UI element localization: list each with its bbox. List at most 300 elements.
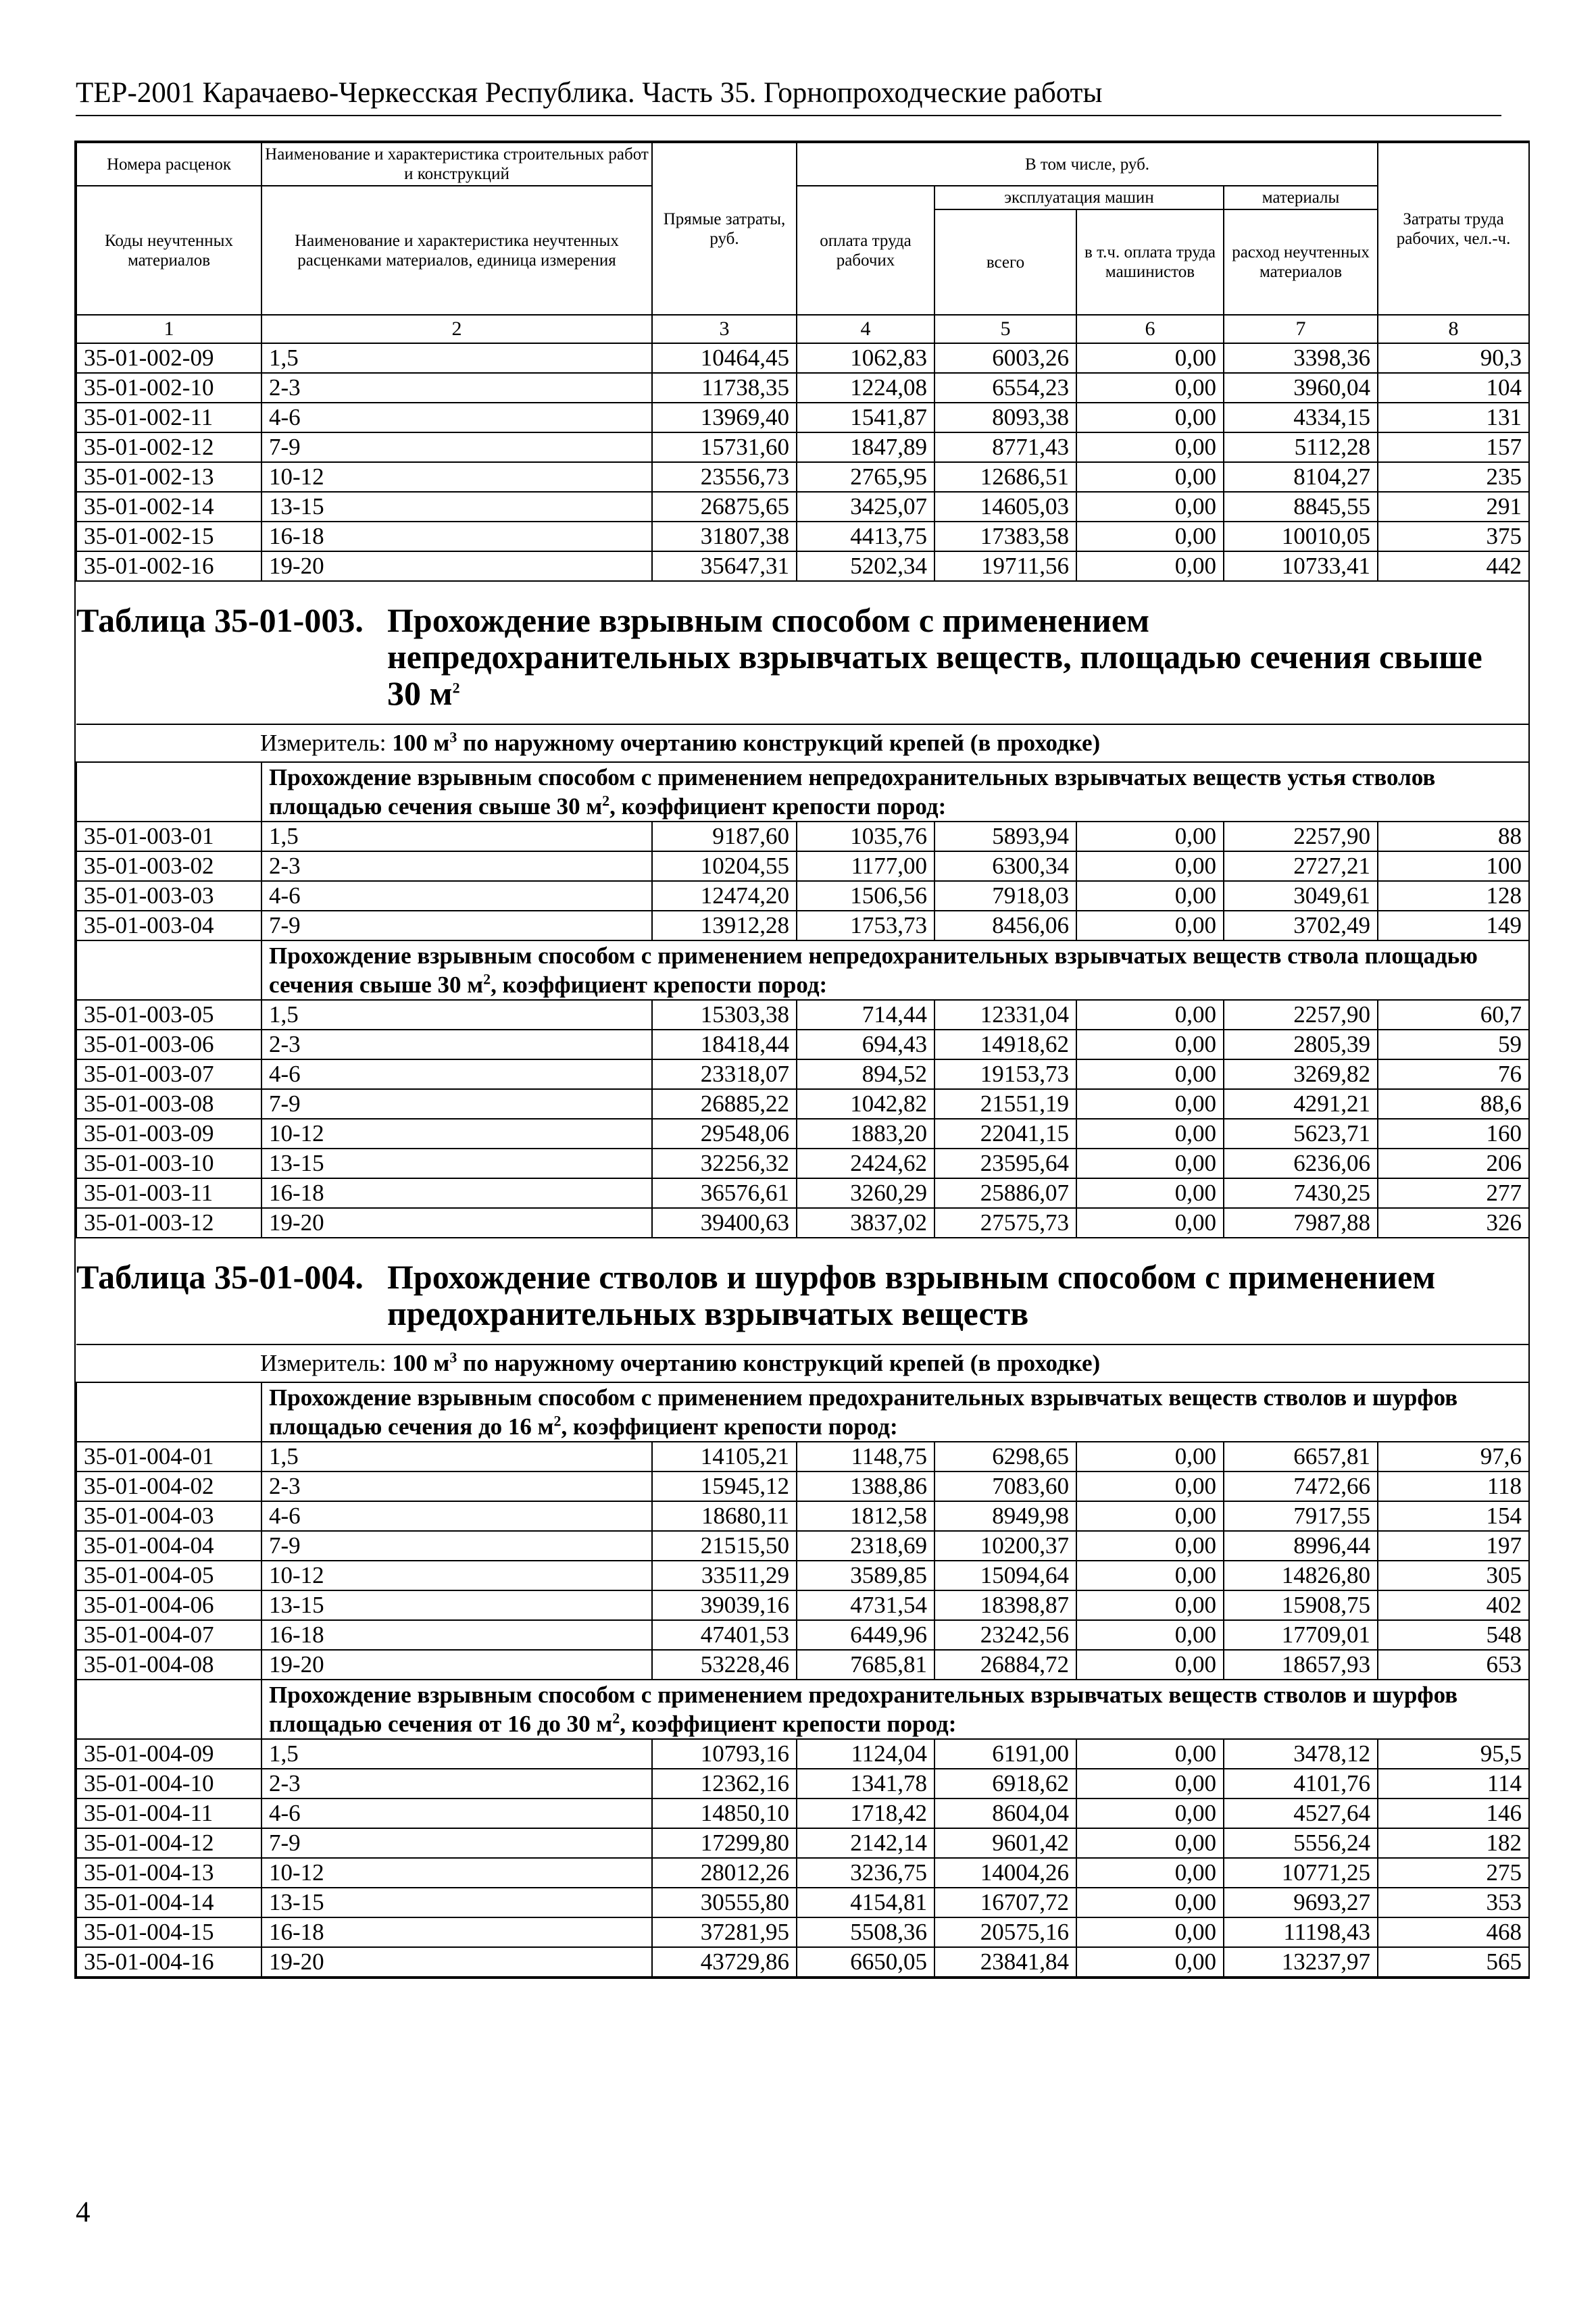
table-cell: 43729,86 <box>652 1947 797 1977</box>
table-cell: 1812,58 <box>797 1501 934 1531</box>
table-cell: 31807,38 <box>652 522 797 551</box>
table-row <box>76 822 1529 851</box>
rate-code-cell: 35-01-004-14 <box>76 1888 261 1917</box>
rate-code-cell: 35-01-004-12 <box>76 1828 261 1858</box>
table-cell: 0,00 <box>1076 373 1224 403</box>
table-cell: 30555,80 <box>652 1888 797 1917</box>
column-index-row <box>76 315 1529 343</box>
table-cell: 3702,49 <box>1224 911 1378 940</box>
table-cell: 19-20 <box>261 1947 652 1977</box>
col-index: 8 <box>1378 315 1529 343</box>
table-cell: 23318,07 <box>652 1059 797 1089</box>
col-header-materials-usage: расход неучтенных материалов <box>1224 209 1378 315</box>
table-cell: 15731,60 <box>652 432 797 462</box>
table-cell: 131 <box>1378 403 1529 432</box>
table-cell: 1388,86 <box>797 1472 934 1501</box>
table-cell: 26875,65 <box>652 492 797 522</box>
table-cell: 19153,73 <box>934 1059 1076 1089</box>
table-cell: 154 <box>1378 1501 1529 1531</box>
page-header: ТЕР-2001 Карачаево-Черкесская Республика. Часть 35. Горнопроходческие работы <box>76 76 1501 116</box>
table-cell: 157 <box>1378 432 1529 462</box>
table-row <box>76 1828 1529 1858</box>
table-cell: 3398,36 <box>1224 343 1378 373</box>
table-row <box>76 1059 1529 1089</box>
table-cell: 0,00 <box>1076 1739 1224 1769</box>
table-004-group-1-heading: Прохождение взрывным способом с применением предохранительных взрывчатых веществ стволов и шурфов площадью сечения до 16 $м^2$, коэффициент крепости пород: <box>261 1382 1529 1442</box>
table-cell: 7-9 <box>261 1828 652 1858</box>
col-header-machines: эксплуатация машин <box>934 186 1224 209</box>
rate-code-cell: 35-01-003-01 <box>76 822 261 851</box>
table-cell: 0,00 <box>1076 1769 1224 1799</box>
table-row <box>76 343 1529 373</box>
table-cell: 149 <box>1378 911 1529 940</box>
table-cell: 1042,82 <box>797 1089 934 1119</box>
table-cell: 3269,82 <box>1224 1059 1378 1089</box>
table-cell: 114 <box>1378 1769 1529 1799</box>
table-cell: 4-6 <box>261 881 652 911</box>
table-cell: 4527,64 <box>1224 1799 1378 1828</box>
rate-code-cell: 35-01-003-04 <box>76 911 261 940</box>
table-cell: 5202,34 <box>797 551 934 581</box>
table-cell: 10771,25 <box>1224 1858 1378 1888</box>
table-cell: 88 <box>1378 822 1529 851</box>
table-cell: 0,00 <box>1076 432 1224 462</box>
table-cell: 7-9 <box>261 911 652 940</box>
table-row <box>76 1590 1529 1620</box>
table-cell: 128 <box>1378 881 1529 911</box>
table-cell: 3589,85 <box>797 1561 934 1590</box>
rate-code-cell: 35-01-002-10 <box>76 373 261 403</box>
table-cell: 39039,16 <box>652 1590 797 1620</box>
table-cell: 13237,97 <box>1224 1947 1378 1977</box>
rate-code-cell: 35-01-003-03 <box>76 881 261 911</box>
table-cell: 206 <box>1378 1149 1529 1178</box>
table-row <box>76 1501 1529 1531</box>
table-cell: 3260,29 <box>797 1178 934 1208</box>
table-cell: 7430,25 <box>1224 1178 1378 1208</box>
table-cell: 277 <box>1378 1178 1529 1208</box>
table-cell: 0,00 <box>1076 1799 1224 1828</box>
table-cell: 2-3 <box>261 1769 652 1799</box>
table-cell: 0,00 <box>1076 1472 1224 1501</box>
table-cell: 12362,16 <box>652 1769 797 1799</box>
table-cell: 4334,15 <box>1224 403 1378 432</box>
table-cell: 160 <box>1378 1119 1529 1149</box>
table-003-number: Таблица 35-01-003. <box>76 601 364 639</box>
table-cell: 15945,12 <box>652 1472 797 1501</box>
table-cell: 275 <box>1378 1858 1529 1888</box>
table-cell: 10-12 <box>261 1119 652 1149</box>
table-cell: 17709,01 <box>1224 1620 1378 1650</box>
table-cell: 0,00 <box>1076 1590 1224 1620</box>
table-cell: 2318,69 <box>797 1531 934 1561</box>
table-row <box>76 403 1529 432</box>
table-cell: 7-9 <box>261 432 652 462</box>
table-cell: 25886,07 <box>934 1178 1076 1208</box>
table-cell: 1341,78 <box>797 1769 934 1799</box>
table-row <box>76 492 1529 522</box>
table-row <box>76 551 1529 581</box>
col-header-direct-costs: Прямые затраты, руб. <box>652 143 797 315</box>
table-cell: 235 <box>1378 462 1529 492</box>
table-cell: 19-20 <box>261 1208 652 1238</box>
table-cell: 10733,41 <box>1224 551 1378 581</box>
table-cell: 3960,04 <box>1224 373 1378 403</box>
table-cell: 14105,21 <box>652 1442 797 1472</box>
table-cell: 1847,89 <box>797 432 934 462</box>
table-cell: 291 <box>1378 492 1529 522</box>
table-cell: 6298,65 <box>934 1442 1076 1472</box>
table-cell: 0,00 <box>1076 1442 1224 1472</box>
table-cell: 653 <box>1378 1650 1529 1680</box>
rate-code-cell: 35-01-004-15 <box>76 1917 261 1947</box>
table-cell: 3478,12 <box>1224 1739 1378 1769</box>
table-004-group-1-rows <box>76 1442 1529 1680</box>
table-cell: 0,00 <box>1076 462 1224 492</box>
rate-code-cell: 35-01-002-14 <box>76 492 261 522</box>
table-cell: 36576,61 <box>652 1178 797 1208</box>
table-cell: 442 <box>1378 551 1529 581</box>
rate-code-cell: 35-01-004-09 <box>76 1739 261 1769</box>
table-cell: 16-18 <box>261 1917 652 1947</box>
col-header-materials: материалы <box>1224 186 1378 209</box>
table-row <box>76 911 1529 940</box>
rate-code-cell: 35-01-002-16 <box>76 551 261 581</box>
table-cell: 8996,44 <box>1224 1531 1378 1561</box>
table-row <box>76 1178 1529 1208</box>
table-cell: 53228,46 <box>652 1650 797 1680</box>
table-cell: 32256,32 <box>652 1149 797 1178</box>
table-cell: 21515,50 <box>652 1531 797 1561</box>
rates-table-frame <box>74 141 1530 1979</box>
table-cell: 6650,05 <box>797 1947 934 1977</box>
table-cell: 326 <box>1378 1208 1529 1238</box>
table-cell: 1753,73 <box>797 911 934 940</box>
table-cell: 0,00 <box>1076 343 1224 373</box>
table-row <box>76 1561 1529 1590</box>
rate-code-cell: 35-01-003-05 <box>76 1000 261 1030</box>
table-cell: 18657,93 <box>1224 1650 1378 1680</box>
table-row <box>76 1947 1529 1977</box>
table-row <box>76 462 1529 492</box>
table-cell: 11198,43 <box>1224 1917 1378 1947</box>
table-cell: 15094,64 <box>934 1561 1076 1590</box>
table-cell: 1124,04 <box>797 1739 934 1769</box>
table-cell: 182 <box>1378 1828 1529 1858</box>
table-cell: 2-3 <box>261 1472 652 1501</box>
col-index: 2 <box>261 315 652 343</box>
rate-code-cell: 35-01-004-03 <box>76 1501 261 1531</box>
table-cell: 6554,23 <box>934 373 1076 403</box>
table-cell: 23242,56 <box>934 1620 1076 1650</box>
table-row <box>76 1472 1529 1501</box>
table-004-title <box>76 1238 1529 1344</box>
table-cell: 88,6 <box>1378 1089 1529 1119</box>
table-cell: 8845,55 <box>1224 492 1378 522</box>
table-cell: 76 <box>1378 1059 1529 1089</box>
table-cell: 59 <box>1378 1030 1529 1059</box>
table-002-rows <box>76 343 1529 581</box>
table-cell: 10793,16 <box>652 1739 797 1769</box>
table-cell: 468 <box>1378 1917 1529 1947</box>
table-cell: 8949,98 <box>934 1501 1076 1531</box>
table-cell: 2727,21 <box>1224 851 1378 881</box>
table-cell: 15908,75 <box>1224 1590 1378 1620</box>
table-cell: 11738,35 <box>652 373 797 403</box>
table-cell: 0,00 <box>1076 1531 1224 1561</box>
table-cell: 1,5 <box>261 1442 652 1472</box>
table-cell: 6449,96 <box>797 1620 934 1650</box>
table-cell: 9601,42 <box>934 1828 1076 1858</box>
table-cell: 2-3 <box>261 851 652 881</box>
table-cell: 1177,00 <box>797 851 934 881</box>
table-row <box>76 881 1529 911</box>
table-cell: 4-6 <box>261 1501 652 1531</box>
table-cell: 0,00 <box>1076 1089 1224 1119</box>
rate-code-cell: 35-01-002-15 <box>76 522 261 551</box>
table-004-group-2-rows <box>76 1739 1529 1977</box>
col-index: 3 <box>652 315 797 343</box>
table-row <box>76 373 1529 403</box>
table-row <box>76 1799 1529 1828</box>
col-index: 6 <box>1076 315 1224 343</box>
table-cell: 13969,40 <box>652 403 797 432</box>
table-cell: 0,00 <box>1076 551 1224 581</box>
table-cell: 0,00 <box>1076 911 1224 940</box>
table-cell: 0,00 <box>1076 1119 1224 1149</box>
table-cell: 14826,80 <box>1224 1561 1378 1590</box>
table-cell: 16-18 <box>261 1178 652 1208</box>
rate-code-cell: 35-01-003-08 <box>76 1089 261 1119</box>
table-row <box>76 1858 1529 1888</box>
table-cell: 16-18 <box>261 522 652 551</box>
table-cell: 6191,00 <box>934 1739 1076 1769</box>
rate-code-cell: 35-01-004-11 <box>76 1799 261 1828</box>
table-cell: 17299,80 <box>652 1828 797 1858</box>
table-cell: 13-15 <box>261 1590 652 1620</box>
table-cell: 0,00 <box>1076 851 1224 881</box>
table-cell: 0,00 <box>1076 1501 1224 1531</box>
table-cell: 1148,75 <box>797 1442 934 1472</box>
table-cell: 20575,16 <box>934 1917 1076 1947</box>
table-cell: 5556,24 <box>1224 1828 1378 1858</box>
table-cell: 1,5 <box>261 1739 652 1769</box>
rate-code-cell: 35-01-003-07 <box>76 1059 261 1089</box>
table-cell: 12474,20 <box>652 881 797 911</box>
table-cell: 12331,04 <box>934 1000 1076 1030</box>
table-cell: 6300,34 <box>934 851 1076 881</box>
table-cell: 7685,81 <box>797 1650 934 1680</box>
col-header-labor-hours: Затраты труда рабочих, чел.-ч. <box>1378 143 1529 315</box>
table-cell: 21551,19 <box>934 1089 1076 1119</box>
table-cell: 0,00 <box>1076 1650 1224 1680</box>
table-003-title <box>76 581 1529 724</box>
table-cell: 7987,88 <box>1224 1208 1378 1238</box>
table-cell: 7918,03 <box>934 881 1076 911</box>
col-index: 1 <box>76 315 261 343</box>
table-cell: 2805,39 <box>1224 1030 1378 1059</box>
rate-code-cell: 35-01-004-10 <box>76 1769 261 1799</box>
rate-code-cell: 35-01-004-01 <box>76 1442 261 1472</box>
col-header-name-bottom: Наименование и характеристика неучтенных расценками материалов, единица измерения <box>261 186 652 315</box>
table-cell: 694,43 <box>797 1030 934 1059</box>
col-header-wages: оплата труда рабочих <box>797 186 934 315</box>
table-cell: 104 <box>1378 373 1529 403</box>
table-row <box>76 1917 1529 1947</box>
table-cell: 1,5 <box>261 822 652 851</box>
col-header-including: В том числе, руб. <box>797 143 1378 186</box>
table-cell: 353 <box>1378 1888 1529 1917</box>
table-cell: 4-6 <box>261 1799 652 1828</box>
rate-code-cell: 35-01-004-05 <box>76 1561 261 1590</box>
rate-code-cell: 35-01-003-02 <box>76 851 261 881</box>
table-003-group-2-rows <box>76 1000 1529 1238</box>
table-cell: 16-18 <box>261 1620 652 1650</box>
table-cell: 39400,63 <box>652 1208 797 1238</box>
table-003-heading: Прохождение взрывным способом с применением непредохранительных взрывчатых веществ, площадью сечения свыше 30 $м^2$ <box>387 601 1482 712</box>
table-cell: 375 <box>1378 522 1529 551</box>
table-003-group-1-heading: Прохождение взрывным способом с применением непредохранительных взрывчатых веществ устья стволов площадью сечения свыше 30 $м^2$, коэффициент крепости пород: <box>261 762 1529 822</box>
table-cell: 0,00 <box>1076 822 1224 851</box>
table-cell: 2765,95 <box>797 462 934 492</box>
table-cell: 0,00 <box>1076 1149 1224 1178</box>
table-cell: 146 <box>1378 1799 1529 1828</box>
table-cell: 10464,45 <box>652 343 797 373</box>
table-cell: 13-15 <box>261 492 652 522</box>
table-cell: 9187,60 <box>652 822 797 851</box>
table-cell: 1062,83 <box>797 343 934 373</box>
table-cell: 8093,38 <box>934 403 1076 432</box>
table-cell: 2-3 <box>261 373 652 403</box>
table-row <box>76 522 1529 551</box>
table-cell: 18680,11 <box>652 1501 797 1531</box>
table-cell: 4-6 <box>261 1059 652 1089</box>
table-cell: 0,00 <box>1076 1828 1224 1858</box>
table-cell: 0,00 <box>1076 881 1224 911</box>
table-row <box>76 1739 1529 1769</box>
table-cell: 0,00 <box>1076 522 1224 551</box>
table-cell: 8771,43 <box>934 432 1076 462</box>
table-cell: 7917,55 <box>1224 1501 1378 1531</box>
table-004-heading: Прохождение стволов и шурфов взрывным способом с применением предохранительных взрывчатых веществ <box>387 1258 1436 1332</box>
table-cell: 13912,28 <box>652 911 797 940</box>
table-row <box>76 1769 1529 1799</box>
table-cell: 6236,06 <box>1224 1149 1378 1178</box>
table-cell: 6657,81 <box>1224 1442 1378 1472</box>
table-cell: 2142,14 <box>797 1828 934 1858</box>
table-cell: 0,00 <box>1076 1059 1224 1089</box>
table-row <box>76 1442 1529 1472</box>
table-cell: 0,00 <box>1076 1178 1224 1208</box>
table-cell: 10200,37 <box>934 1531 1076 1561</box>
table-cell: 305 <box>1378 1561 1529 1590</box>
table-row <box>76 1089 1529 1119</box>
table-cell: 1,5 <box>261 343 652 373</box>
table-cell: 0,00 <box>1076 1947 1224 1977</box>
rate-code-cell: 35-01-003-11 <box>76 1178 261 1208</box>
table-cell: 16707,72 <box>934 1888 1076 1917</box>
rate-code-cell: 35-01-004-08 <box>76 1650 261 1680</box>
table-cell: 2257,90 <box>1224 822 1378 851</box>
rate-code-cell: 35-01-003-10 <box>76 1149 261 1178</box>
table-cell: 35647,31 <box>652 551 797 581</box>
rate-code-cell: 35-01-003-12 <box>76 1208 261 1238</box>
table-cell: 0,00 <box>1076 1620 1224 1650</box>
table-cell: 1035,76 <box>797 822 934 851</box>
table-cell: 402 <box>1378 1590 1529 1620</box>
table-cell: 23841,84 <box>934 1947 1076 1977</box>
table-cell: 9693,27 <box>1224 1888 1378 1917</box>
rate-code-cell: 35-01-002-13 <box>76 462 261 492</box>
table-cell: 26885,22 <box>652 1089 797 1119</box>
table-cell: 894,52 <box>797 1059 934 1089</box>
table-cell: 0,00 <box>1076 1561 1224 1590</box>
table-003-group-1-rows <box>76 822 1529 940</box>
table-cell: 7-9 <box>261 1531 652 1561</box>
rate-code-cell: 35-01-004-04 <box>76 1531 261 1561</box>
table-cell: 19-20 <box>261 1650 652 1680</box>
table-cell: 14918,62 <box>934 1030 1076 1059</box>
table-row <box>76 1650 1529 1680</box>
col-index: 4 <box>797 315 934 343</box>
table-cell: 5508,36 <box>797 1917 934 1947</box>
col-index: 7 <box>1224 315 1378 343</box>
table-cell: 118 <box>1378 1472 1529 1501</box>
table-cell: 18398,87 <box>934 1590 1076 1620</box>
rate-code-cell: 35-01-003-06 <box>76 1030 261 1059</box>
table-row <box>76 1620 1529 1650</box>
table-003-measure: Измеритель: 100 $м^3$ по наружному очертанию конструкций крепей (в проходке) <box>76 724 1529 762</box>
table-cell: 8604,04 <box>934 1799 1076 1828</box>
table-cell: 10204,55 <box>652 851 797 881</box>
table-cell: 5893,94 <box>934 822 1076 851</box>
table-cell: 1718,42 <box>797 1799 934 1828</box>
table-row <box>76 1000 1529 1030</box>
table-cell: 90,3 <box>1378 343 1529 373</box>
col-index: 5 <box>934 315 1076 343</box>
table-cell: 1506,56 <box>797 881 934 911</box>
table-row <box>76 1149 1529 1178</box>
col-header-codes-bottom: Коды неучтенных материалов <box>76 186 261 315</box>
rate-code-cell: 35-01-004-06 <box>76 1590 261 1620</box>
table-cell: 19711,56 <box>934 551 1076 581</box>
page-number: 4 <box>76 2196 91 2228</box>
table-row <box>76 851 1529 881</box>
table-cell: 2424,62 <box>797 1149 934 1178</box>
rate-code-cell: 35-01-002-11 <box>76 403 261 432</box>
table-cell: 0,00 <box>1076 1000 1224 1030</box>
table-004-group-2-heading: Прохождение взрывным способом с применением предохранительных взрывчатых веществ стволов и шурфов площадью сечения от 16 до 30 $м^2$, коэффициент крепости пород: <box>261 1680 1529 1739</box>
table-cell: 7083,60 <box>934 1472 1076 1501</box>
table-cell: 7-9 <box>261 1089 652 1119</box>
table-cell: 2-3 <box>261 1030 652 1059</box>
table-cell: 0,00 <box>1076 1888 1224 1917</box>
rate-code-cell: 35-01-002-09 <box>76 343 261 373</box>
table-cell: 5112,28 <box>1224 432 1378 462</box>
col-header-operator-wages: в т.ч. оплата труда машинистов <box>1076 209 1224 315</box>
table-cell: 197 <box>1378 1531 1529 1561</box>
table-cell: 10-12 <box>261 462 652 492</box>
table-cell: 8104,27 <box>1224 462 1378 492</box>
table-cell: 14850,10 <box>652 1799 797 1828</box>
table-cell: 0,00 <box>1076 1858 1224 1888</box>
table-cell: 22041,15 <box>934 1119 1076 1149</box>
table-cell: 100 <box>1378 851 1529 881</box>
table-cell: 3425,07 <box>797 492 934 522</box>
table-cell: 3236,75 <box>797 1858 934 1888</box>
table-cell: 33511,29 <box>652 1561 797 1590</box>
table-cell: 1224,08 <box>797 373 934 403</box>
